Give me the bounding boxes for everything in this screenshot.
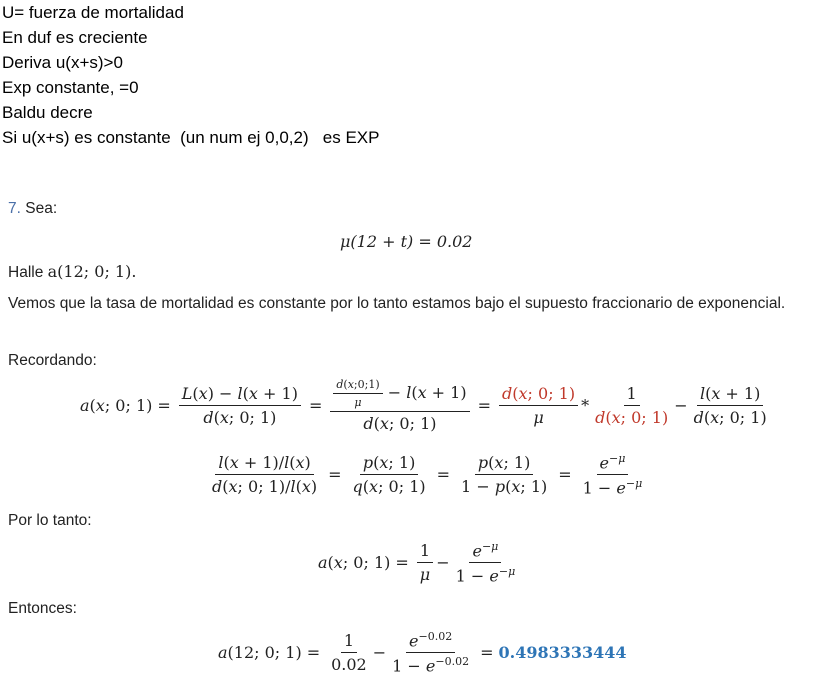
note-line: U= fuerza de mortalidad: [2, 3, 184, 22]
note-line: Exp constante, =0: [2, 78, 139, 97]
given-equation-text: μ(12 + t) = 0.02: [340, 232, 473, 251]
final-result-equation: a(12; 0; 1) = $\frac{1}{0.02}$ − $\frac{e^{-0.02}}{1 - e^{-0.02}}$ = 0.4983333444: [218, 630, 627, 676]
exercise-sea-label: Sea:: [25, 200, 58, 217]
halle-expression: a(12; 0; 1).: [47, 262, 137, 281]
exercise-heading: [8, 200, 57, 218]
recordando-label: Recordando:: [8, 352, 97, 369]
explanation-paragraph: Vemos que la tasa de mortalidad es constante por lo tanto estamos bajo el supuesto fraccionario de exponencial.: [8, 295, 786, 312]
entonces-label: Entonces:: [8, 600, 77, 617]
result-value: 0.4983333444: [498, 643, 627, 663]
exercise-number: 7.: [8, 200, 21, 217]
note-line: Deriva u(x+s)>0: [2, 53, 123, 72]
given-equation: [340, 232, 472, 251]
por-lo-tanto-label: Por lo tanto:: [8, 512, 92, 529]
note-line: En duf es creciente: [2, 28, 148, 47]
note-line: Si u(x+s) es constante (un num ej 0,0,2) es EXP: [2, 128, 380, 147]
note-line: Baldu decre: [2, 103, 93, 122]
derivation-line-1: a(x; 0; 1) = $\frac{L(x) - l(x + 1)}{d(x; 0; 1)}$ = $\frac{d(x;0;1)}{\mu}$ − l(x + 1) d(x; 0; 1) = $\frac{d(x; 0; 1)}{\mu}$ * $\frac{1}{d(x; 0; 1)}$ − $\frac{l(x + 1)}{d(x; 0; 1)}$: [80, 378, 767, 433]
halle-line: [8, 262, 136, 282]
formula-a-x: a(x; 0; 1) = $\frac{1}{\mu}$ − $\frac{e^{-\mu}}{1 - e^{-\mu}}$: [318, 540, 516, 586]
halle-label: Halle: [8, 264, 48, 281]
derivation-line-2: $\frac{l(x + 1)/l(x)}{d(x; 0; 1)/l(x)}$ = $\frac{p(x; 1)}{q(x; 0; 1)}$ = $\frac{p(x; 1)}{1 - p(x; 1)}$ = $\frac{e^{-\mu}}{1 - e^{-\mu}}$: [212, 452, 643, 498]
